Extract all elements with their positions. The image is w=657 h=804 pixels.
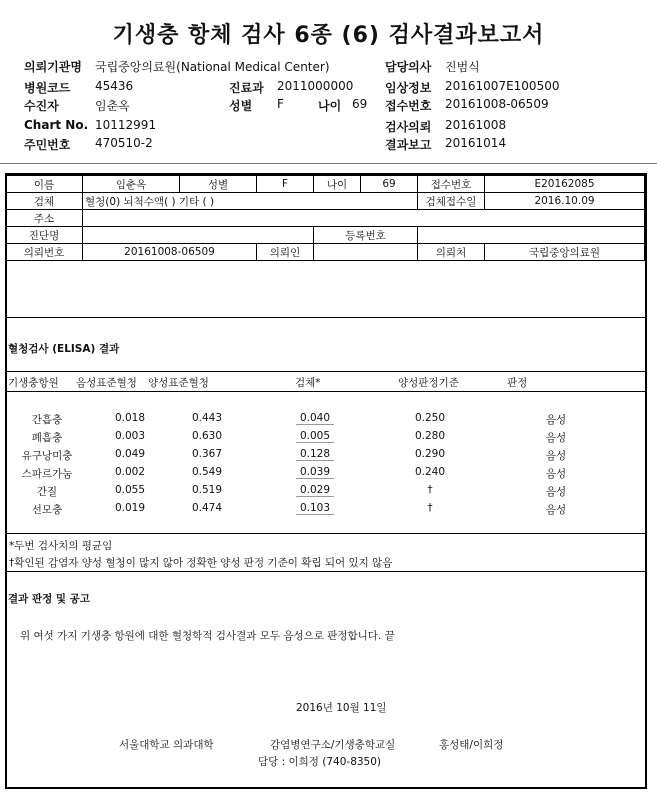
age-value: 69 — [361, 176, 418, 193]
reg-value — [418, 227, 645, 244]
dept-label: 진료과 — [229, 81, 264, 95]
col-antigen: 기생충항원 — [8, 377, 59, 389]
elisa-cell-neg: 0.019 — [114, 502, 146, 514]
elisa-cell-neg: 0.018 — [114, 412, 146, 424]
elisa-cell-pos: 0.630 — [191, 430, 223, 442]
elisa-cell-name: 유구낭미충 — [21, 450, 73, 462]
receipt-value: 20161008-06509 — [445, 97, 549, 111]
col-cutoff: 양성판정기준 — [398, 377, 459, 389]
report-frame — [5, 173, 647, 789]
col-positive: 양성표준혈청 — [148, 377, 209, 389]
elisa-cell-result: 음성 — [545, 450, 567, 462]
reg-label: 등록번호 — [314, 227, 418, 244]
requester-value — [314, 244, 418, 261]
age-value: 69 — [352, 97, 368, 111]
elisa-cell-sample: 0.039 — [296, 466, 334, 479]
elisa-cell-result: 음성 — [545, 432, 567, 444]
diagnosis-value — [83, 227, 314, 244]
chart-no-label: Chart No. — [24, 118, 89, 132]
divider-conclusion-top — [7, 571, 645, 572]
conclusion-title: 결과 판정 및 공고 — [8, 593, 90, 605]
report-title: 기생충 항체 검사 6종 (6) 검사결과보고서 — [112, 23, 545, 48]
report-date: 2016년 10월 11일 — [296, 702, 387, 714]
signing-lab: 감염병연구소/기생충학교실 — [270, 739, 396, 751]
sex-label: 성별 — [229, 99, 253, 113]
req-no-label: 의뢰번호 — [6, 244, 83, 261]
name-label: 이름 — [6, 176, 83, 193]
patient-info-table — [5, 175, 645, 261]
elisa-section-title: 혈청검사 (ELISA) 결과 — [8, 343, 120, 355]
elisa-cell-name: 폐흡충 — [31, 432, 63, 444]
elisa-cell-pos: 0.443 — [191, 412, 223, 424]
clinical-value: 20161007E100500 — [445, 79, 560, 93]
col-sample: 검체* — [295, 377, 321, 389]
hospital-code-value: 45436 — [95, 79, 134, 93]
header-divider — [0, 163, 657, 164]
elisa-cell-pos: 0.519 — [191, 484, 223, 496]
signing-org: 서울대학교 의과대학 — [119, 739, 214, 751]
elisa-cell-result: 음성 — [545, 414, 567, 426]
elisa-cell-sample: 0.005 — [296, 430, 334, 443]
divider-notes-top — [7, 533, 645, 534]
elisa-cell-sample: 0.040 — [296, 412, 334, 425]
col-negative: 음성표준혈청 — [76, 377, 137, 389]
divider-columns-top — [7, 371, 645, 372]
receipt-value: E20162085 — [485, 176, 645, 193]
patient-label: 수진자 — [24, 99, 59, 113]
elisa-cell-neg: 0.055 — [114, 484, 146, 496]
elisa-cell-neg: 0.049 — [114, 448, 146, 460]
rrn-label: 주민번호 — [24, 138, 71, 152]
elisa-cell-sample: 0.103 — [296, 502, 334, 515]
hospital-code-label: 병원코드 — [24, 81, 71, 95]
rrn-value: 470510-2 — [95, 136, 153, 150]
elisa-cell-cutoff: 0.290 — [414, 448, 446, 460]
elisa-cell-name: 간질 — [36, 486, 58, 498]
elisa-cell-cutoff: † — [427, 484, 433, 496]
elisa-cell-name: 선모충 — [31, 504, 63, 516]
receipt-label: 접수번호 — [385, 99, 432, 113]
col-result: 판정 — [507, 377, 528, 389]
req-no-value: 20161008-06509 — [83, 244, 257, 261]
address-value — [83, 210, 645, 227]
chart-no-value: 10112991 — [95, 118, 157, 132]
request-date-value: 20161008 — [445, 118, 507, 132]
dept-value: 2011000000 — [277, 79, 354, 93]
request-date-label: 검사의뢰 — [385, 120, 432, 134]
report-date-value: 20161014 — [445, 136, 507, 150]
divider-elisa-top — [7, 317, 645, 318]
specimen-date-label: 검체접수일 — [418, 193, 485, 210]
elisa-cell-result: 음성 — [545, 468, 567, 480]
institution-label: 의뢰기관명 — [24, 60, 82, 74]
elisa-cell-pos: 0.367 — [191, 448, 223, 460]
specimen-label: 검체 — [6, 193, 83, 210]
elisa-cell-name: 스파르가눔 — [21, 468, 73, 480]
name-value: 임춘옥 — [83, 176, 180, 193]
institution-value: 국립중앙의료원(National Medical Center) — [95, 60, 330, 74]
specimen-date-value: 2016.10.09 — [485, 193, 645, 210]
patient-value: 임춘옥 — [95, 99, 130, 113]
elisa-cell-neg: 0.003 — [114, 430, 146, 442]
sex-value: F — [257, 176, 314, 193]
sex-value: F — [277, 97, 284, 111]
elisa-cell-cutoff: 0.250 — [414, 412, 446, 424]
elisa-cell-result: 음성 — [545, 504, 567, 516]
elisa-cell-cutoff: 0.280 — [414, 430, 446, 442]
conclusion-text: 위 여섯 가지 기생충 항원에 대한 혈청학적 검사결과 모두 음성으로 판정합니다. 끝 — [20, 630, 395, 642]
doctor-label: 담당의사 — [385, 60, 432, 74]
age-label: 나이 — [318, 99, 342, 113]
signing-names: 홍성태/이희정 — [439, 739, 504, 751]
contact-line: 담당 : 이희정 (740-8350) — [258, 756, 382, 768]
elisa-cell-result: 음성 — [545, 486, 567, 498]
doctor-value: 진범식 — [445, 60, 480, 74]
age-label: 나이 — [314, 176, 361, 193]
report-date-label: 결과보고 — [385, 138, 432, 152]
elisa-cell-sample: 0.128 — [296, 448, 334, 461]
elisa-cell-name: 간흡충 — [31, 414, 63, 426]
elisa-cell-pos: 0.474 — [191, 502, 223, 514]
elisa-cell-cutoff: † — [427, 502, 433, 514]
divider-columns-bottom — [7, 391, 645, 392]
elisa-cell-cutoff: 0.240 — [414, 466, 446, 478]
elisa-cell-neg: 0.002 — [114, 466, 146, 478]
receipt-label: 접수번호 — [418, 176, 485, 193]
requester-label: 의뢰인 — [257, 244, 314, 261]
req-place-label: 의뢰처 — [418, 244, 485, 261]
specimen-value: 혈청(0) 뇌척수액( ) 기타 ( ) — [83, 193, 418, 210]
req-place-value: 국립중앙의료원 — [485, 244, 645, 261]
diagnosis-label: 진단명 — [6, 227, 83, 244]
address-label: 주소 — [6, 210, 83, 227]
elisa-cell-sample: 0.029 — [296, 484, 334, 497]
clinical-label: 임상정보 — [385, 81, 432, 95]
note-average: *두번 검사치의 평균임 — [9, 540, 113, 552]
elisa-cell-pos: 0.549 — [191, 466, 223, 478]
sex-label: 성별 — [180, 176, 257, 193]
note-cutoff: †확인된 감염자 양성 혈청이 많지 않아 정확한 양성 판정 기준이 확립 되어 있지 않음 — [9, 557, 393, 569]
